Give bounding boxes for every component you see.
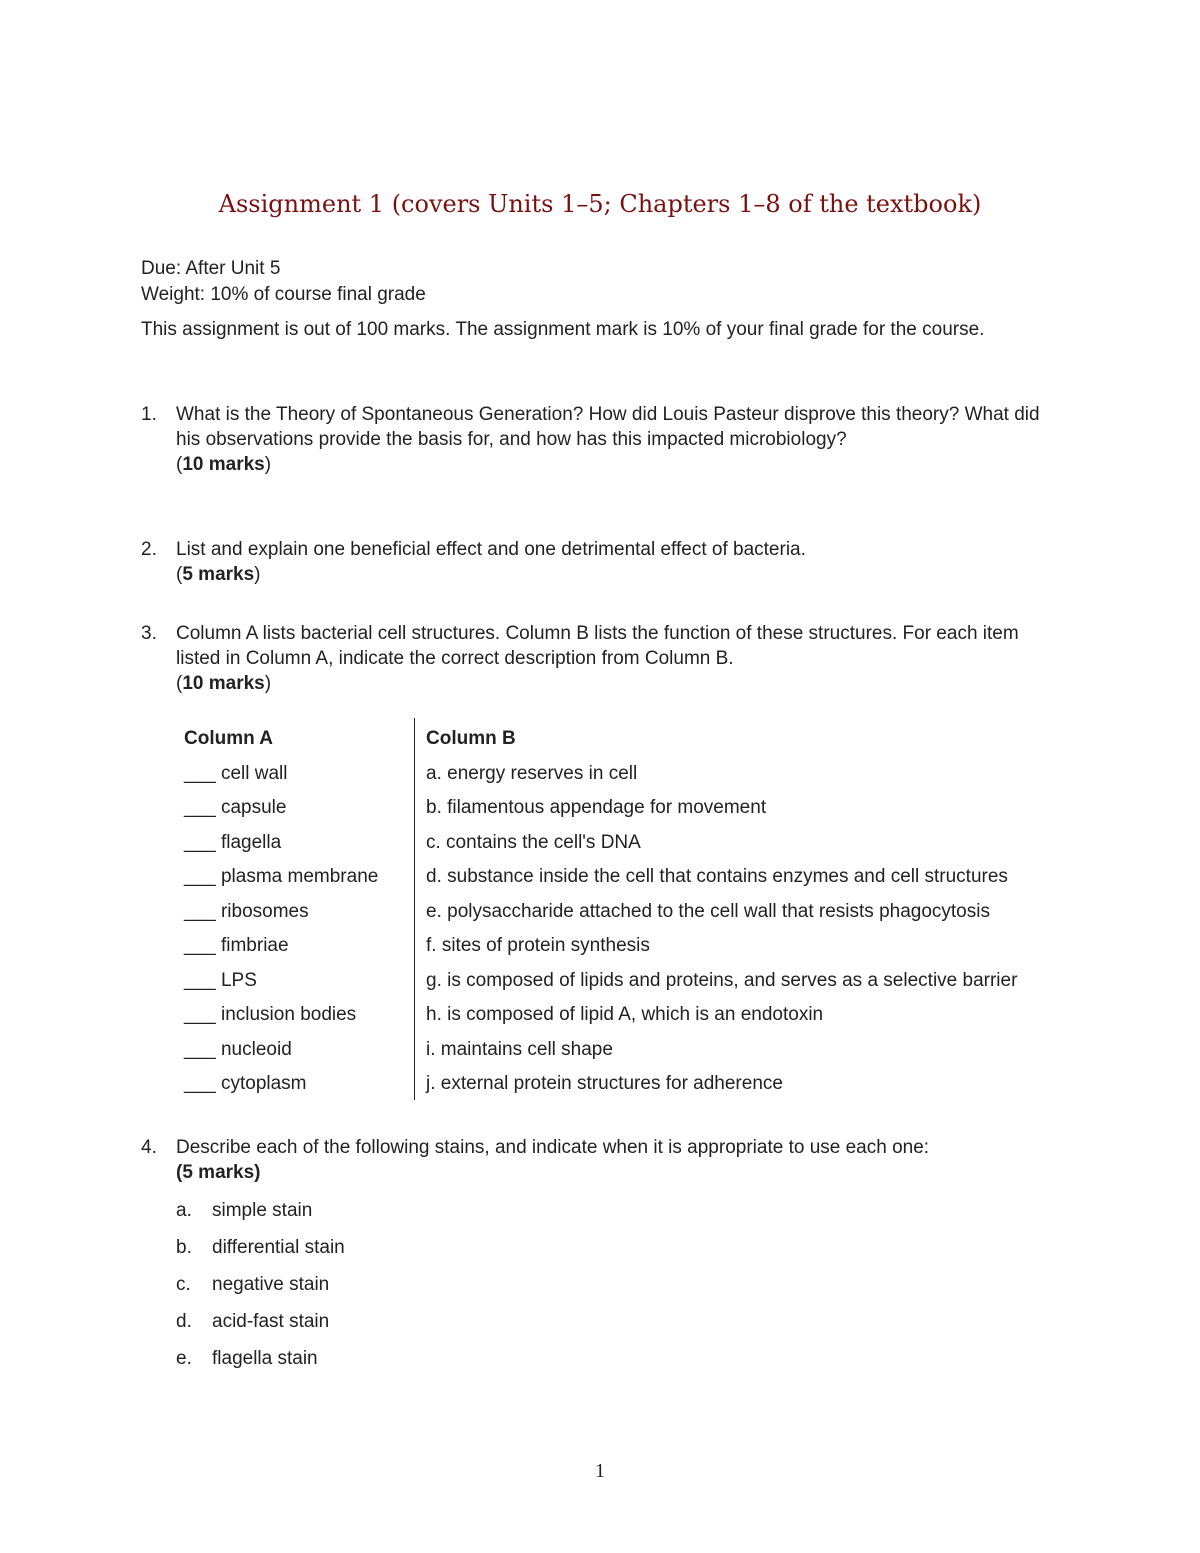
list-item-text: simple stain [212, 1200, 313, 1221]
column-b-item: c. contains the cell's DNA [426, 832, 641, 853]
column-a-item: ___ cytoplasm [184, 1073, 307, 1094]
column-b-item: b. filamentous appendage for movement [426, 797, 767, 818]
column-a-item: ___ plasma membrane [184, 866, 379, 887]
column-a-item: ___ inclusion bodies [184, 1004, 357, 1025]
column-b-item: i. maintains cell shape [426, 1039, 613, 1060]
column-a-item: ___ ribosomes [184, 901, 309, 922]
column-b-item: g. is composed of lipids and proteins, and serves as a selective barrier [426, 970, 1018, 991]
question-text: What is the Theory of Spontaneous Generation? How did Louis Pasteur disprove this theory? What did his observations provide the basis for, and how has this impacted microbiology? [176, 404, 1040, 450]
column-b-header: Column B [426, 728, 516, 749]
question-text: Describe each of the following stains, and indicate when it is appropriate to use each one: [176, 1137, 930, 1158]
column-b-item: f. sites of protein synthesis [426, 935, 650, 956]
question-body [176, 402, 1046, 477]
assignment-meta [141, 256, 426, 308]
page-number: 1 [595, 1460, 605, 1482]
list-item-label: d. [176, 1311, 192, 1332]
list-item-text: flagella stain [212, 1348, 318, 1369]
list-item-label: e. [176, 1348, 192, 1369]
column-a-item: ___ cell wall [184, 763, 288, 784]
list-item-text: acid-fast stain [212, 1311, 330, 1332]
due-line: Due: After Unit 5 [141, 258, 281, 279]
question-number: 1. [141, 404, 157, 425]
question-marks: (5 marks) [176, 564, 261, 585]
column-a-item: ___ capsule [184, 797, 287, 818]
question-number: 2. [141, 539, 157, 560]
question-text: Column A lists bacterial cell structures. Column B lists the function of these structures. For each item listed in Column A, indicate the correct description from Column B. [176, 623, 1019, 669]
list-item-label: a. [176, 1200, 192, 1221]
list-item-label: c. [176, 1274, 191, 1295]
column-a-item: ___ fimbriae [184, 935, 289, 956]
question-4 [141, 1135, 1076, 1185]
column-b-item: d. substance inside the cell that contains enzymes and cell structures [426, 866, 1008, 887]
column-divider [414, 718, 415, 1100]
column-a-item: ___ flagella [184, 832, 282, 853]
column-a-header: Column A [184, 728, 274, 749]
question-number: 3. [141, 623, 157, 644]
question-2 [141, 537, 1046, 587]
question-3 [141, 621, 1046, 696]
question-body [176, 621, 1046, 696]
column-b-item: h. is composed of lipid A, which is an endotoxin [426, 1004, 824, 1025]
list-item-text: differential stain [212, 1237, 345, 1258]
page-title: Assignment 1 (covers Units 1–5; Chapters 1–8 of the textbook) [218, 190, 982, 218]
question-marks: (10 marks) [176, 673, 272, 694]
question-body [176, 1135, 1076, 1185]
question-marks: (10 marks) [176, 454, 272, 475]
list-item-text: negative stain [212, 1274, 330, 1295]
question-text: List and explain one beneficial effect and one detrimental effect of bacteria. [176, 539, 806, 560]
question-number: 4. [141, 1137, 157, 1158]
column-a-item: ___ LPS [184, 970, 257, 991]
intro-paragraph: This assignment is out of 100 marks. The assignment mark is 10% of your final grade for the course. [141, 319, 985, 340]
question-marks: (5 marks) [176, 1162, 261, 1183]
column-b-item: j. external protein structures for adherence [426, 1073, 783, 1094]
question-body [176, 537, 1046, 587]
question-1 [141, 402, 1046, 477]
column-b-item: e. polysaccharide attached to the cell wall that resists phagocytosis [426, 901, 990, 922]
column-a-item: ___ nucleoid [184, 1039, 292, 1060]
list-item-label: b. [176, 1237, 192, 1258]
column-b-item: a. energy reserves in cell [426, 763, 638, 784]
weight-line: Weight: 10% of course final grade [141, 284, 426, 305]
